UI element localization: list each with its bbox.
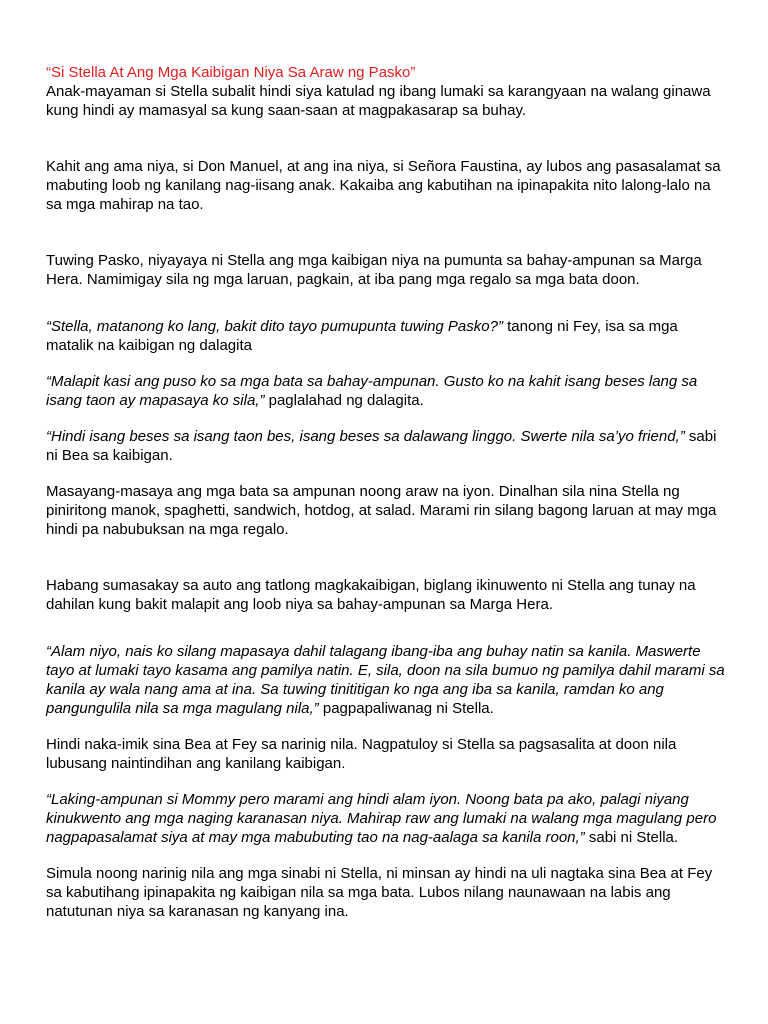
paragraph-11: “Laking-ampunan si Mommy pero marami ang hindi alam iyon. Noong bata pa ako, palagi niyang kinukwento ang mga naging karanasan niya. Mahirap raw ang lumaki na walang mga magulang pero nagpapasalamat siya at may mga mabubuting tao na nag-aalaga sa kanila roon,” sabi ni Stella. <box>46 791 717 846</box>
paragraph-5: “Malapit kasi ang puso ko sa mga bata sa bahay-ampunan. Gusto ko na kahit isang beses lang sa isang taon ay mapasaya ko sila,” paglalahad ng dalagita. <box>46 373 698 409</box>
paragraph-10: Hindi naka-imik sina Bea at Fey sa narinig nila. Nagpatuloy si Stella sa pagsasalita at doon nila lubusang naintindihan ang kanilang kaibigan. <box>46 736 677 772</box>
story-title: “Si Stella At Ang Mga Kaibigan Niya Sa Araw ng Pasko” <box>46 64 416 81</box>
paragraph-12: Simula noong narinig nila ang mga sinabi ni Stella, ni minsan ay hindi na uli nagtaka sina Bea at Fey sa kabutihang ipinapakita ng kaibigan nila sa mga bata. Lubos nilang naunawaan na labis ang natutunan niya sa karanasan ng kanyang ina. <box>46 865 713 920</box>
paragraph-7: Masayang-masaya ang mga bata sa ampunan noong araw na iyon. Dinalhan sila nina Stella ng piniritong manok, spaghetti, sandwich, hotdog, at salad. Marami rin silang bagong laruan at may mga hindi pa nabubuksan na mga regalo. <box>46 483 717 538</box>
paragraph-6: “Hindi isang beses sa isang taon bes, isang beses sa dalawang linggo. Swerte nila sa’yo friend,” sabi ni Bea sa kaibigan. <box>46 428 717 464</box>
paragraph-4: “Stella, matanong ko lang, bakit dito tayo pumupunta tuwing Pasko?” tanong ni Fey, isa sa mga matalik na kaibigan ng dalagita <box>46 318 678 354</box>
paragraph-9: “Alam niyo, nais ko silang mapasaya dahil talagang ibang-iba ang buhay natin sa kanila. Maswerte tayo at lumaki tayo kasama ang pamilya natin. E, sila, doon na sila bumuo ng pamilya dahil marami sa kanila ay wala nang ama at ina. Sa tuwing tinititigan ko nga ang iba sa kanila, ramdan ko ang pangungulila nila sa mga magulang nila,” pagpapaliwanag ni Stella. <box>46 643 725 717</box>
paragraph-2: Kahit ang ama niya, si Don Manuel, at ang ina niya, si Señora Faustina, ay lubos ang pasasalamat sa mabuting loob ng kanilang nag-iisang anak. Kakaiba ang kabutihan na ipinapakita nito lalong-lalo na sa mga mahirap na tao. <box>46 158 721 213</box>
paragraph-3: Tuwing Pasko, niyayaya ni Stella ang mga kaibigan niya na pumunta sa bahay-ampunan sa Marga Hera. Namimigay sila ng mga laruan, pagkain, at iba pang mga regalo sa mga bata doon. <box>46 252 702 288</box>
paragraph-8: Habang sumasakay sa auto ang tatlong magkakaibigan, biglang ikinuwento ni Stella ang tunay na dahilan kung bakit malapit ang loob niya sa bahay-ampunan sa Marga Hera. <box>46 577 696 613</box>
paragraph-1: Anak-mayaman si Stella subalit hindi siya katulad ng ibang lumaki sa karangyaan na walang ginawa kung hindi ay mamasyal sa kung saan-saan at magpakasarap sa buhay. <box>46 83 711 119</box>
